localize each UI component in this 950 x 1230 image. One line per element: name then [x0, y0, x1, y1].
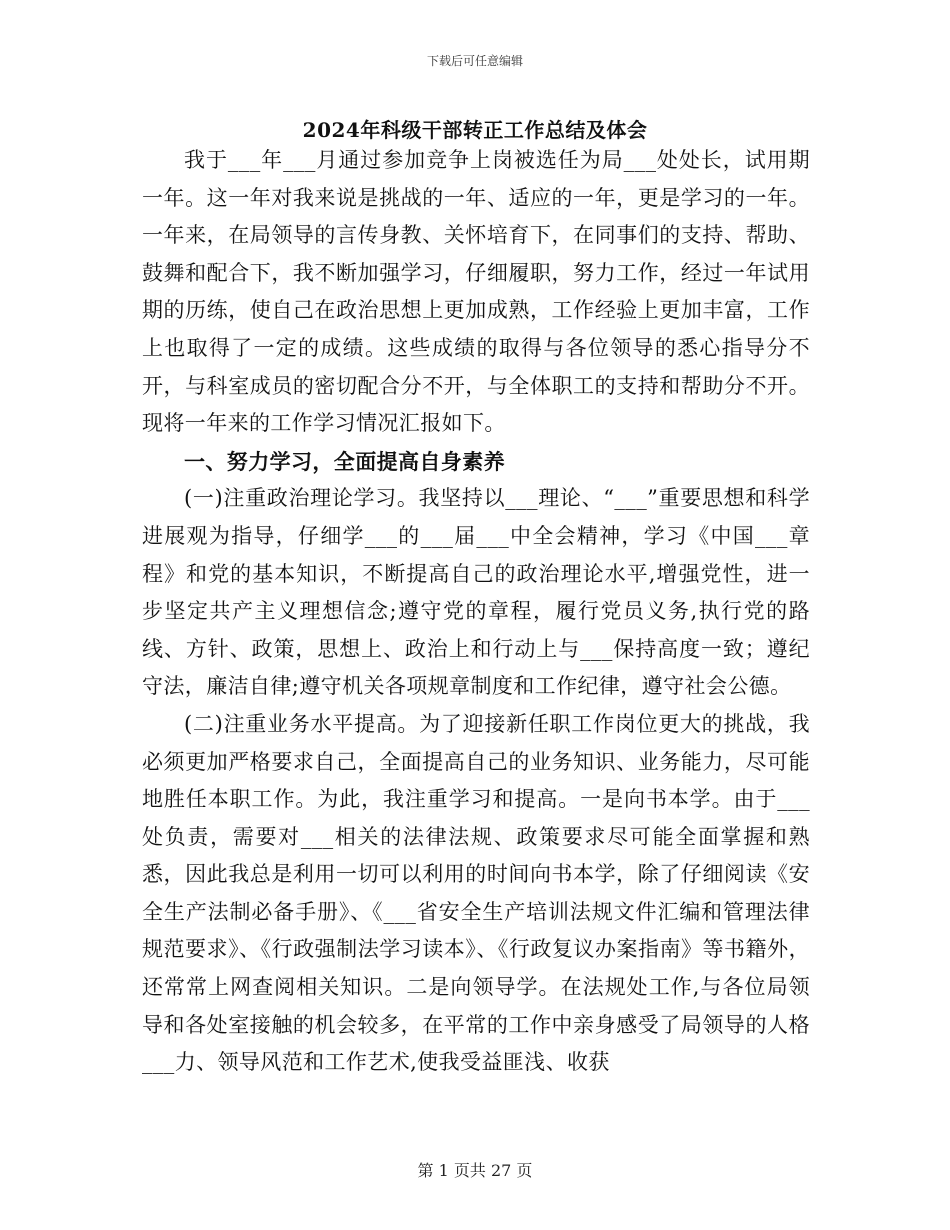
section-heading: 一、努力学习，全面提高自身素养 [184, 448, 505, 474]
intro-paragraph: 我于___年___月通过参加竞争上岗被选任为局___处处长，试用期一年。这一年对我来说是挑战的一年、适应的一年，更是学习的一年。一年来，在局领导的言传身教、关怀培育下，在同事们的支持、帮助、鼓舞和配合下，我不断加强学习，仔细履职，努力工作，经过一年试用期的历练，使自己在政治思想上更加成熟，工作经验上更加丰富，工作上也取得了一定的成绩。这些成绩的取得与各位领导的悉心指导分不开，与科室成员的密切配合分不开，与全体职工的支持和帮助分不开。现将一年来的工作学习情况汇报如下。 [142, 148, 810, 436]
document-body [142, 142, 810, 1082]
body-paragraph-business-study: (二)注重业务水平提高。为了迎接新任职工作岗位更大的挑战，我必须更加严格要求自己，全面提高自己的业务知识、业务能力，尽可能地胜任本职工作。为此，我注重学习和提高。一是向书本学。由于___处负责，需要对___相关的法律法规、政策要求尽可能全面掌握和熟悉，因此我总是利用一切可以利用的时间向书本学，除了仔细阅读《安全生产法制必备手册》、《___省安全生产培训法规文件汇编和管理法律规范要求》、《行政强制法学习读本》、《行政复议办案指南》等书籍外，还常常上网查阅相关知识。二是向领导学。在法规处工作,与各位局领导和各处室接触的机会较多，在平常的工作中亲身感受了局领导的人格___力、领导风范和工作艺术,使我受益匪浅、收获 [142, 711, 810, 1075]
page-number-footer: 第 1 页共 27 页 [417, 1161, 533, 1180]
body-paragraph-political-study: (一)注重政治理论学习。我坚持以___理论、“___”重要思想和科学进展观为指导，仔细学___的___届___中全会精神，学习《中国___章程》和党的基本知识，不断提高自己的政治理论水平,增强党性，进一步坚定共产主义理想信念;遵守党的章程，履行党员义务,执行党的路线、方针、政策，思想上、政治上和行动上与___保持高度一致；遵纪守法，廉洁自律;遵守机关各项规章制度和工作纪律，遵守社会公德。 [142, 486, 810, 699]
header-note: 下载后可任意编辑 [426, 54, 523, 68]
document-title: 2024年科级干部转正工作总结及体会 [302, 118, 648, 142]
